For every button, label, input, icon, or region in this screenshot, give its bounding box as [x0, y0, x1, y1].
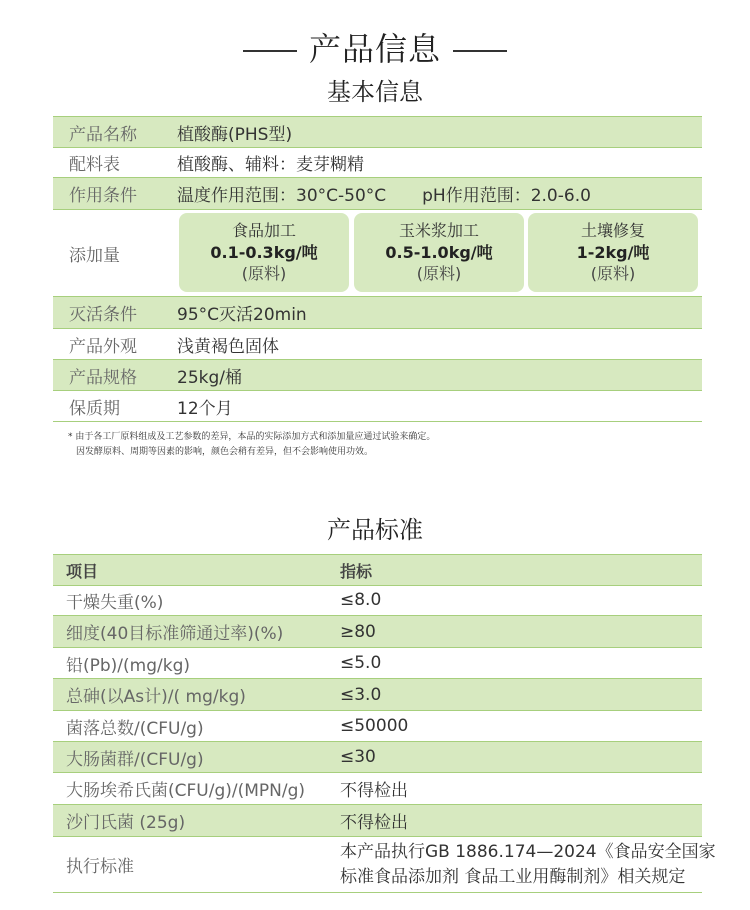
standards-header-row	[53, 554, 702, 586]
row-item: 干燥失重(%)	[66, 592, 164, 613]
row-indicator: ≤8.0	[340, 590, 382, 610]
row-indicator: ≥80	[340, 621, 376, 642]
card-note: (原料)	[416, 264, 462, 283]
footnote-line-2: 因发酵原料、周期等因素的影响，颜色会稍有差异，但不会影响使用功效。	[76, 447, 374, 457]
row-label: 配料表	[69, 154, 120, 175]
row-value: 植酸酶、辅料：麦芽糊精	[177, 154, 364, 175]
card-name: 土壤修复	[580, 221, 645, 240]
row-value	[177, 178, 591, 209]
basic-info-title: 基本信息	[327, 78, 423, 106]
row-item: 沙门氏菌 (25g)	[66, 813, 186, 833]
title-dash-right	[453, 50, 507, 52]
row-inactivation	[53, 297, 702, 329]
table-row	[53, 648, 702, 679]
row-item: 执行标准	[66, 857, 134, 877]
table-row	[53, 805, 702, 837]
row-indicator: ≤30	[340, 747, 376, 767]
row-item: 总砷(以As计)/( mg/kg)	[66, 687, 246, 707]
row-label: 灭活条件	[69, 305, 137, 325]
card-note: (原料)	[590, 264, 636, 283]
row-label: 作用条件	[69, 186, 137, 206]
row-label: 产品规格	[69, 367, 137, 388]
row-appearance	[53, 329, 702, 360]
exec-line-2: 标准食品添加剂 食品工业用酶制剂》相关规定	[340, 866, 686, 887]
page-title	[0, 24, 750, 70]
col-header-indicator: 指标	[340, 561, 373, 581]
ph-range: pH作用范围：2.0-6.0	[422, 186, 591, 206]
row-item: 铅(Pb)/(mg/kg)	[66, 655, 191, 676]
table-row	[53, 616, 702, 648]
row-indicator: 不得检出	[340, 813, 408, 833]
row-item: 细度(40目标准筛通过率)(%)	[66, 624, 284, 644]
table-row	[53, 742, 702, 773]
row-indicator	[340, 837, 716, 892]
row-indicator: ≤50000	[340, 716, 409, 736]
table-row	[53, 711, 702, 742]
dosage-card-food	[179, 213, 349, 292]
table-row	[53, 679, 702, 711]
card-note: (原料)	[241, 264, 287, 283]
table-row	[53, 585, 702, 616]
standards-title: 产品标准	[327, 516, 423, 544]
temp-range: 温度作用范围：30°C-50°C	[177, 186, 387, 206]
row-value: 95°C灭活20min	[177, 305, 307, 325]
table-row	[53, 773, 702, 805]
page-title-text: 产品信息	[308, 30, 441, 68]
row-spec	[53, 360, 702, 391]
row-item: 菌落总数/(CFU/g)	[66, 718, 204, 739]
card-name: 玉米浆加工	[398, 221, 479, 240]
row-value: 25kg/桶	[177, 367, 242, 388]
footnote-line-1: * 由于各工厂原料组成及工艺参数的差异，本品的实际添加方式和添加量应通过试验来确定。	[68, 432, 436, 442]
row-dosage	[53, 210, 702, 297]
card-amount: 0.1-0.3kg/吨	[210, 243, 318, 262]
card-amount: 1-2kg/吨	[576, 243, 650, 262]
table-row-exec-standard	[53, 837, 716, 893]
row-label: 保质期	[69, 398, 120, 419]
card-name: 食品加工	[231, 221, 296, 240]
row-product-name	[53, 116, 702, 148]
row-indicator: 不得检出	[340, 781, 408, 801]
exec-line-1: 本产品执行GB 1886.174—2024《食品安全国家	[340, 841, 716, 862]
row-conditions	[53, 178, 702, 210]
card-amount: 0.5-1.0kg/吨	[385, 243, 493, 262]
row-item: 大肠菌群/(CFU/g)	[66, 749, 204, 770]
dosage-card-corn	[354, 213, 524, 292]
row-indicator: ≤5.0	[340, 653, 382, 673]
row-ingredients	[53, 147, 702, 178]
row-indicator: ≤3.0	[340, 684, 382, 705]
row-value: 浅黄褐色固体	[177, 336, 279, 357]
dosage-card-soil	[528, 213, 698, 292]
row-value: 植酸酶(PHS型)	[177, 124, 293, 145]
row-value: 12个月	[177, 398, 233, 419]
col-header-item: 项目	[66, 561, 99, 581]
row-shelf-life	[53, 391, 702, 422]
row-label: 产品名称	[69, 124, 137, 145]
title-dash-left	[243, 50, 297, 52]
row-item: 大肠埃希氏菌(CFU/g)/(MPN/g)	[66, 781, 306, 801]
row-label: 添加量	[69, 245, 120, 266]
row-label: 产品外观	[69, 336, 137, 357]
